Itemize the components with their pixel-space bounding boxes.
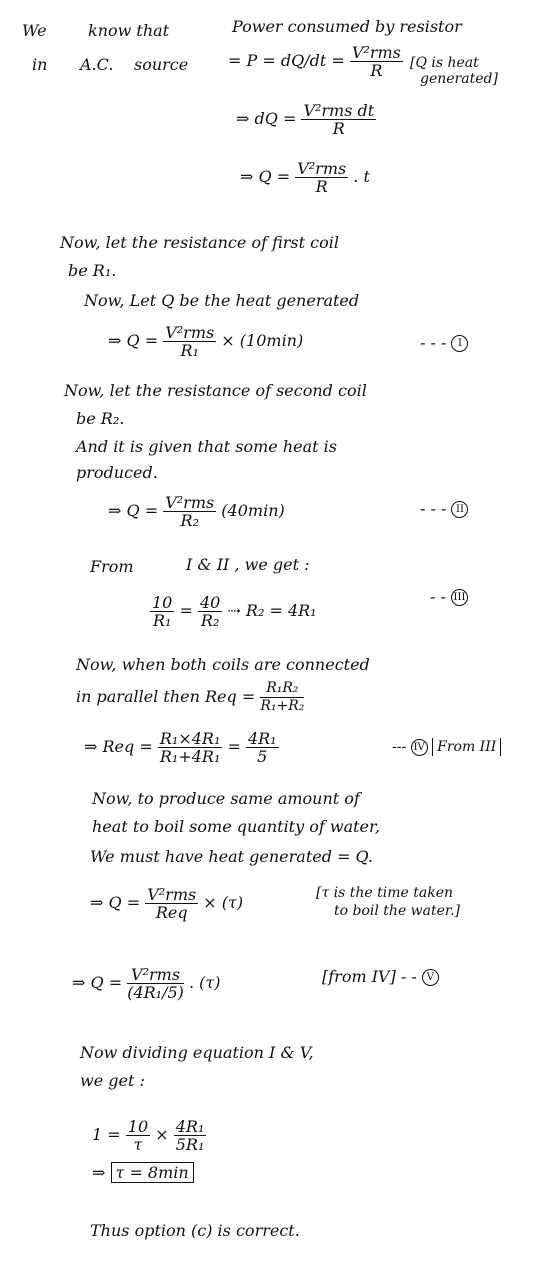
coil2-eq-num: V²rms [165,493,215,512]
parallel-tag: --- IV From III [392,738,501,756]
final-eq-num: 10 [127,1117,149,1136]
intro-know-that: know that [88,21,170,40]
boil-line1: Now, to produce same amount of [92,789,360,808]
coil2-line4: produced. [76,463,158,482]
coil2-eq-fraction [163,494,216,529]
boil-note-2: to boil the water.] [334,903,460,919]
coil2-eq [108,494,285,529]
coil1-eq-den: R₁ [180,341,199,360]
eq-power-lhs: = P = dQ/dt = [228,51,345,70]
eq-q-den: R [315,177,328,196]
intro-source: source [134,55,189,74]
parallel-req-num: R₁R₂ [260,680,304,698]
final-eq-times: × [155,1125,169,1144]
eq-q-num: V²rms [297,159,347,178]
boil-line2: heat to boil some quantity of water, [92,817,380,836]
coil1-line3: Now, Let Q be the heat generated [84,291,360,310]
eq-dq-fraction [301,102,376,137]
boil-eq [90,886,243,921]
coil1-eq-rhs: × (10min) [221,331,304,350]
eq-tag-1: I [451,335,468,352]
parallel-eq-den: R₁+4R₁ [159,747,221,766]
final-line1: Now dividing equation I & V, [80,1043,314,1062]
ratio-fraction-1 [150,594,174,629]
coil1-eq-num: V²rms [165,323,215,342]
intro-power-consumed: Power consumed by resistor [232,17,462,36]
parallel-eq-lhs: ⇒ Req = [84,737,153,756]
heat-note-2: generated] [420,71,498,87]
parallel-line1: Now, when both coils are connected [76,655,370,674]
eq-power-num: V²rms [351,43,401,62]
parallel-eq-num2: 4R₁ [247,729,277,748]
parallel-req-den: R₁+R₂ [260,698,305,714]
eq-tag-2: II [451,501,468,518]
eq-dq [236,102,376,137]
boil-eq2-fraction [127,966,184,1001]
eq-dq-den: R [332,119,345,138]
final-eq-lhs: 1 = [92,1125,121,1144]
coil1-tag: - - - I [420,334,468,352]
eq-q-fraction [295,160,348,195]
final-result-box: τ = 8min [111,1162,194,1183]
boil-eq2-note-text: [from IV] [322,967,396,986]
parallel-eq [84,730,279,765]
eq-q-lhs: ⇒ Q = [240,167,291,186]
intro-in: in [32,55,48,74]
parallel-req-fraction [260,680,304,715]
boil-eq2-lhs: ⇒ Q = [72,973,123,992]
heat-note-1: [Q is heat [410,55,479,71]
eq-dq-num: V²rms dt [303,101,375,120]
ratio-equals: = [179,601,193,620]
final-eq-den2: 5R₁ [175,1135,205,1154]
boil-eq2-num: V²rms [127,966,184,984]
ratio-f1-den: R₁ [152,611,172,630]
parallel-line2-text: in parallel then Req = [76,687,256,706]
ratio-fraction-2 [198,594,222,629]
coil2-line1: Now, let the resistance of second coil [64,381,367,400]
coil2-eq-den: R₂ [180,511,199,530]
boil-eq-lhs: ⇒ Q = [90,893,141,912]
boil-eq-rhs: × (τ) [203,893,244,912]
final-eq-fraction [126,1118,150,1153]
ratio-f2-den: R₂ [200,611,220,630]
coil2-eq-lhs: ⇒ Q = [108,501,159,520]
intro-ac: A.C. [80,55,114,74]
ratio-f1-num: 10 [152,593,173,612]
final-eq-fraction-2 [174,1118,207,1153]
final-result [92,1164,194,1182]
coil2-line2: be R₂. [76,409,125,428]
coil2-line3: And it is given that some heat is [76,437,338,456]
parallel-eq-fraction-2 [246,730,279,765]
ratio-from: From [90,557,134,576]
eq-q-rhs: . t [353,167,370,186]
ratio-eq [150,594,317,629]
boil-eq-den: Req [155,903,188,922]
parallel-eq-fraction [158,730,223,765]
coil1-eq-lhs: ⇒ Q = [108,331,159,350]
eq-tag-5: V [422,969,439,986]
coil1-eq [108,324,303,359]
boil-eq-fraction [145,886,198,921]
conclusion: Thus option (c) is correct. [90,1221,300,1240]
parallel-eq-num: R₁×4R₁ [159,729,221,748]
coil2-tag: - - - II [420,500,468,518]
ratio-tag: - - III [430,588,468,606]
eq-q [240,160,370,195]
coil2-eq-rhs: (40min) [221,501,285,520]
boil-eq2-rhs: . (τ) [189,973,221,992]
boil-eq2-note: [from IV] - - V [322,968,439,986]
boil-eq-num: V²rms [147,885,197,904]
parallel-note: From III [432,738,501,756]
eq-power [228,44,403,79]
final-line2: we get : [80,1071,145,1090]
final-eq-num2: 4R₁ [175,1117,205,1136]
boil-line3: We must have heat generated = Q. [90,847,373,866]
eq-power-fraction [350,44,403,79]
eq-dq-lhs: ⇒ dQ = [236,109,297,128]
ratio-from-refs: I & II , we get : [186,555,310,574]
parallel-eq-den2: 5 [257,747,268,766]
boil-eq2 [72,966,221,1001]
final-eq-den: τ [133,1135,143,1154]
intro-we: We [22,21,47,40]
eq-tag-4: IV [411,739,428,756]
final-eq [92,1118,206,1153]
ratio-result: R₂ = 4R₁ [245,601,317,620]
boil-eq2-den: (4R₁/5) [127,983,184,1002]
coil1-line1: Now, let the resistance of first coil [60,233,339,252]
coil1-line2: be R₁. [68,261,117,280]
parallel-line2 [76,680,304,715]
boil-note-1: [τ is the time taken [316,885,454,901]
final-result-arrow: ⇒ [92,1163,106,1182]
implies-arrow: ⇢ [227,601,241,620]
eq-power-den: R [370,61,383,80]
eq-tag-3: III [451,589,468,606]
parallel-eq-mid: = [227,737,241,756]
coil1-eq-fraction [163,324,216,359]
ratio-f2-num: 40 [199,593,221,612]
